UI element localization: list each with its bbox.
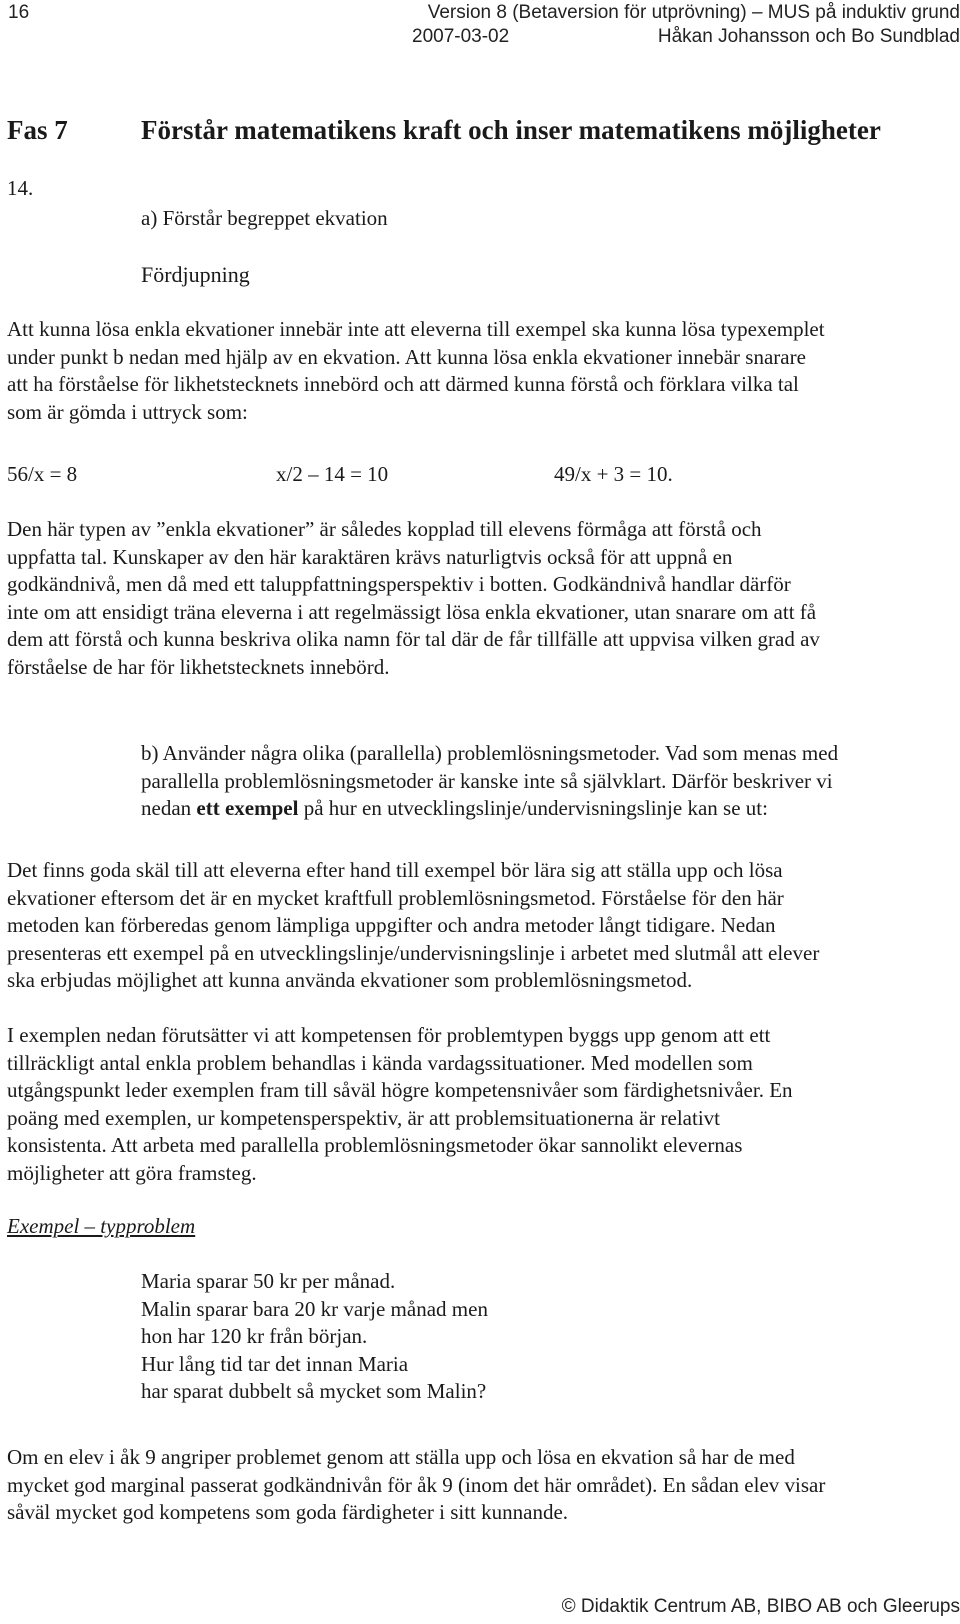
paragraph-line: att ha förståelse för likhetstecknets innebörd och att därmed kunna förstå och förklara vilka tal <box>7 372 799 397</box>
paragraph-line: såväl mycket god kompetens som goda färdigheter i sitt kunnande. <box>7 1500 569 1525</box>
paragraph-line: presenteras ett exempel på en utvecklingslinje/undervisningslinje i arbetet med slutmål att elever <box>7 940 820 965</box>
paragraph-line <box>141 795 959 823</box>
paragraph-line: dem att förstå och kunna beskriva olika namn för tal där de får tillfälle att uppvisa vilken grad av <box>7 627 820 652</box>
paragraph-line: Det finns goda skäl till att eleverna efter hand till exempel bör lära sig att ställa upp och lösa <box>7 858 783 882</box>
paragraph-line: konsistenta. Att arbeta med parallella problemlösningsmetoder ökar sannolikt elevernas <box>7 1133 743 1158</box>
paragraph-line: Den här typen av ”enkla ekvationer” är således kopplad till elevens förmåga att förstå och <box>7 517 762 541</box>
paragraph-line: mycket god marginal passerat godkändnivån för åk 9 (inom det här området). En sådan elev visar <box>7 1472 826 1497</box>
paragraph-line: poäng med exemplen, ur kompetensperspektiv, är att problemsituationerna är relativt <box>7 1105 720 1130</box>
paragraph-line: ekvationer eftersom det är en mycket kraftfull problemlösningsmetod. Förståelse för den här <box>7 885 784 910</box>
paragraph-line: ska erbjudas möjlighet att kunna använda ekvationer som problemlösningsmetod. <box>7 968 693 993</box>
paragraph-line: utgångspunkt leder exemplen fram till såväl högre kompetensnivåer som färdighetsnivåer. En <box>7 1078 793 1103</box>
paragraph-line: metoden kan förberedas genom lämpliga uppgifter och andra metoder långt tidigare. Nedan <box>7 913 776 938</box>
paragraph-line: I exemplen nedan förutsätter vi att kompetensen för problemtypen byggs upp genom att ett <box>7 1023 771 1047</box>
paragraph-c <box>141 740 959 823</box>
paragraph-line: b) Använder några olika (parallella) problemlösningsmetoder. Vad som menas med <box>141 741 839 765</box>
paragraph-line: godkändnivå, men då med ett taluppfattningsperspektiv i botten. Godkändnivå handlar därför <box>7 572 791 597</box>
paragraph-e <box>7 1022 959 1188</box>
paragraph-line: Om en elev i åk 9 angriper problemet genom att ställa upp och lösa en ekvation så har de med <box>7 1445 795 1469</box>
problem-line: Malin sparar bara 20 kr varje månad men <box>141 1296 488 1321</box>
problem-line: Hur lång tid tar det innan Maria <box>141 1351 409 1376</box>
paragraph-line: inte om att ensidigt träna eleverna i att regelmässigt lösa enkla ekvationer, utan snarare om att få <box>7 599 817 624</box>
header-authors: Håkan Johansson och Bo Sundblad <box>657 26 960 47</box>
paragraph-a <box>7 316 959 426</box>
phase-label: Fas 7 <box>7 115 68 145</box>
problem-statement <box>141 1268 488 1406</box>
paragraph-line: tillräckligt antal enkla problem behandlas i kända vardagssituationer. Med modellen som <box>7 1050 753 1075</box>
header-title: Version 8 (Betaversion för utprövning) – MUS på induktiv grund <box>427 2 960 23</box>
equation-2: x/2 – 14 = 10 <box>276 462 389 486</box>
paragraph-f <box>7 1444 959 1527</box>
equation-3: 49/x + 3 = 10. <box>554 462 673 486</box>
paragraph-line: Att kunna lösa enkla ekvationer innebär inte att eleverna till exempel ska kunna lösa typexemplet <box>7 317 825 341</box>
paragraph-line: möjligheter att göra framsteg. <box>7 1160 257 1185</box>
example-heading: Exempel – typproblem <box>7 1214 196 1238</box>
header-date: 2007-03-02 <box>412 26 510 47</box>
item-number: 14. <box>7 176 34 200</box>
footer-copyright: © Didaktik Centrum AB, BIBO AB och Gleerups <box>561 1596 960 1617</box>
paragraph-d <box>7 857 959 995</box>
problem-line: har sparat dubbelt så mycket som Malin? <box>141 1379 487 1404</box>
text-run: nedan <box>141 796 197 821</box>
paragraph-line: förståelse de har för likhetstecknets innebörd. <box>7 654 390 679</box>
page-number: 16 <box>8 2 30 23</box>
problem-line: Maria sparar 50 kr per månad. <box>141 1269 396 1293</box>
equation-1: 56/x = 8 <box>7 462 78 486</box>
paragraph-line: uppfatta tal. Kunskaper av den här karaktären krävs naturligtvis också för att uppnå en <box>7 544 733 569</box>
bold-emphasis: ett exempel <box>196 796 299 821</box>
paragraph-line: under punkt b nedan med hjälp av en ekvation. Att kunna lösa enkla ekvationer innebär snarare <box>7 344 806 369</box>
paragraph-line: som är gömda i uttryck som: <box>7 399 248 424</box>
paragraph-line: parallella problemlösningsmetoder är kanske inte så självklart. Därför beskriver vi <box>141 768 833 793</box>
text-run: på hur en utvecklingslinje/undervisningslinje kan se ut: <box>298 796 768 821</box>
phase-title: Förstår matematikens kraft och inser matematikens möjligheter <box>141 115 881 145</box>
subheading-a: a) Förstår begreppet ekvation <box>141 206 388 230</box>
paragraph-b <box>7 516 959 682</box>
section-heading-fordjupning: Fördjupning <box>141 262 250 287</box>
problem-line: hon har 120 kr från början. <box>141 1324 368 1349</box>
